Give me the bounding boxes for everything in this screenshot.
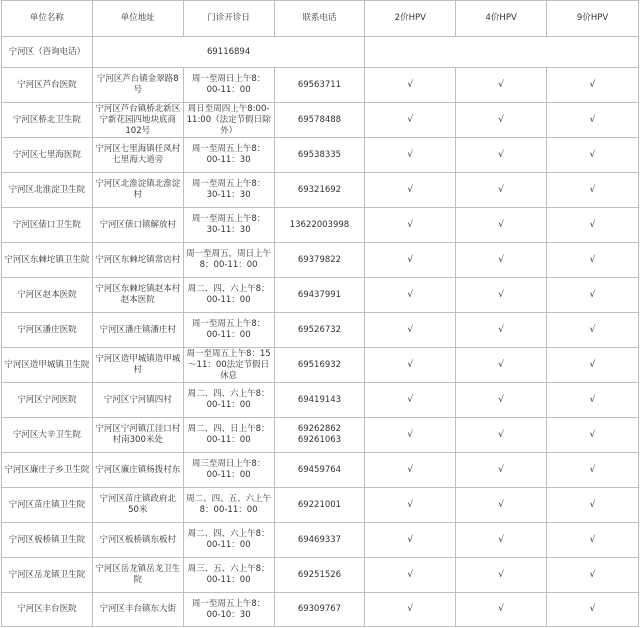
- clinic-name: 宁河区潘庄医院: [2, 313, 93, 348]
- clinic-phone: 69321692: [274, 173, 365, 208]
- clinic-hours: 周一至周日上午8：00-11：00: [183, 68, 274, 103]
- clinic-hours: 周一至周五，周日上午8：00-11：00: [183, 243, 274, 278]
- clinic-phone: 69469337: [274, 523, 365, 558]
- table-row: [2, 453, 639, 488]
- hpv9-check: √: [547, 593, 639, 627]
- clinic-address: 宁河区东棘坨镇常店村: [92, 243, 183, 278]
- clinic-address: 宁河区宁河镇四村: [92, 383, 183, 418]
- hpv4-check: √: [456, 208, 547, 243]
- hpv4-check: √: [456, 418, 547, 453]
- clinic-name: 宁河区板桥镇卫生院: [2, 523, 93, 558]
- hpv9-check: √: [547, 313, 639, 348]
- hpv2-check: √: [365, 68, 456, 103]
- clinic-phone: 69262862 69261063: [274, 418, 365, 453]
- clinic-address: 宁河区岳龙镇岳龙卫生院: [92, 558, 183, 593]
- table-row: [2, 243, 639, 278]
- clinic-phone: 69309767: [274, 593, 365, 627]
- clinic-hours: 周二、四、六上午8：00-11：00: [183, 278, 274, 313]
- clinic-phone: 69578488: [274, 103, 365, 138]
- hpv4-check: √: [456, 348, 547, 383]
- hpv4-check: √: [456, 453, 547, 488]
- clinic-hours: 周日至周四上午8:00-11:00（法定节假日除外）: [183, 103, 274, 138]
- hpv2-check: √: [365, 208, 456, 243]
- hpv4-check: √: [456, 243, 547, 278]
- hpv9-check: √: [547, 488, 639, 523]
- hpv4-check: √: [456, 558, 547, 593]
- hpv9-check: √: [547, 453, 639, 488]
- table-row: [2, 208, 639, 243]
- hpv4-check: √: [456, 313, 547, 348]
- clinic-name: 宁河区赵本医院: [2, 278, 93, 313]
- table-row: [2, 138, 639, 173]
- clinic-phone: 69459764: [274, 453, 365, 488]
- table-row: [2, 558, 639, 593]
- hpv2-check: √: [365, 488, 456, 523]
- hpv2-check: √: [365, 138, 456, 173]
- clinic-hours: 周一至周五上午8：30-11：30: [183, 173, 274, 208]
- hpv4-check: √: [456, 278, 547, 313]
- table-row: [2, 173, 639, 208]
- table-row: [2, 348, 639, 383]
- clinic-phone: 69526732: [274, 313, 365, 348]
- clinic-phone: 69437991: [274, 278, 365, 313]
- hpv2-check: √: [365, 103, 456, 138]
- hpv4-check: √: [456, 523, 547, 558]
- hpv-clinic-table: [1, 0, 639, 627]
- hpv4-check: √: [456, 593, 547, 627]
- clinic-address: 宁河区东棘坨镇赵本村赵本医院: [92, 278, 183, 313]
- hpv4-check: √: [456, 173, 547, 208]
- hpv4-check: √: [456, 488, 547, 523]
- hpv2-check: √: [365, 278, 456, 313]
- hpv2-check: √: [365, 348, 456, 383]
- hpv2-check: √: [365, 243, 456, 278]
- clinic-address: 宁河区造甲城镇造甲城村: [92, 348, 183, 383]
- hpv2-check: √: [365, 418, 456, 453]
- clinic-hours: 周一至周五上午8：30-11：30: [183, 208, 274, 243]
- hpv2-check: √: [365, 383, 456, 418]
- clinic-name: 宁河区俵口卫生院: [2, 208, 93, 243]
- clinic-hours: 周一至周五上午8：15～11：00法定节假日休息: [183, 348, 274, 383]
- hpv9-check: √: [547, 523, 639, 558]
- clinic-phone: 13622003998: [274, 208, 365, 243]
- hpv9-check: √: [547, 173, 639, 208]
- table-row: [2, 523, 639, 558]
- clinic-address: 宁河区丰台镇东大街: [92, 593, 183, 627]
- table-row: [2, 488, 639, 523]
- clinic-name: 宁河区北淮淀卫生院: [2, 173, 93, 208]
- clinic-address: 宁河区廉庄镇杨拨村东: [92, 453, 183, 488]
- clinic-hours: 周一至周五上午8：00-11：30: [183, 138, 274, 173]
- clinic-name: 宁河区宁河医院: [2, 383, 93, 418]
- hpv9-check: √: [547, 243, 639, 278]
- clinic-hours: 周一至周五上午8：00-10：30: [183, 593, 274, 627]
- clinic-hours: 周一至周五上午8：00-11：00: [183, 313, 274, 348]
- clinic-phone: 69379822: [274, 243, 365, 278]
- district-group-row: [2, 37, 639, 68]
- hpv9-check: √: [547, 383, 639, 418]
- header-address: 单位地址: [92, 1, 183, 37]
- hpv9-check: √: [547, 103, 639, 138]
- hpv2-check: √: [365, 523, 456, 558]
- clinic-name: 宁河区造甲城镇卫生院: [2, 348, 93, 383]
- clinic-phone: 69563711: [274, 68, 365, 103]
- clinic-address: 宁河区北淮淀镇北淮淀村: [92, 173, 183, 208]
- clinic-name: 宁河区丰台医院: [2, 593, 93, 627]
- header-phone: 联系电话: [274, 1, 365, 37]
- table-row: [2, 418, 639, 453]
- hpv9-check: √: [547, 68, 639, 103]
- clinic-address: 宁河区苗庄镇政府北50米: [92, 488, 183, 523]
- hpv9-check: √: [547, 558, 639, 593]
- clinic-phone: 69251526: [274, 558, 365, 593]
- clinic-address: 宁河区宁河镇江洼口村村南300米处: [92, 418, 183, 453]
- district-empty-cell: [365, 37, 639, 68]
- clinic-name: 宁河区岳龙镇卫生院: [2, 558, 93, 593]
- hpv2-check: √: [365, 453, 456, 488]
- table-row: [2, 593, 639, 627]
- hpv9-check: √: [547, 278, 639, 313]
- district-consult-phone: 69116894: [92, 37, 365, 68]
- hpv4-check: √: [456, 68, 547, 103]
- clinic-name: 宁河区廉庄子乡卫生院: [2, 453, 93, 488]
- hpv2-check: √: [365, 558, 456, 593]
- hpv2-check: √: [365, 593, 456, 627]
- header-hpv4: 4价HPV: [456, 1, 547, 37]
- clinic-phone: 69516932: [274, 348, 365, 383]
- clinic-phone: 69538335: [274, 138, 365, 173]
- clinic-name: 宁河区东棘坨镇卫生院: [2, 243, 93, 278]
- clinic-address: 宁河区俵口镇解放村: [92, 208, 183, 243]
- table-row: [2, 68, 639, 103]
- clinic-name: 宁河区苗庄镇卫生院: [2, 488, 93, 523]
- hpv9-check: √: [547, 208, 639, 243]
- table-row: [2, 278, 639, 313]
- clinic-address: 宁河区潘庄镇潘庄村: [92, 313, 183, 348]
- clinic-hours: 周三至周日上午8：00-11：00: [183, 453, 274, 488]
- hpv9-check: √: [547, 418, 639, 453]
- clinic-hours: 周二、四、日上午8：00-11：00: [183, 418, 274, 453]
- header-hpv9: 9价HPV: [547, 1, 639, 37]
- header-row: [2, 1, 639, 37]
- header-name: 单位名称: [2, 1, 93, 37]
- clinic-name: 宁河区大辛卫生院: [2, 418, 93, 453]
- table-row: [2, 103, 639, 138]
- hpv9-check: √: [547, 138, 639, 173]
- clinic-address: 宁河区七里海镇任凤村七里海大道旁: [92, 138, 183, 173]
- hpv4-check: √: [456, 138, 547, 173]
- clinic-phone: 69419143: [274, 383, 365, 418]
- header-hpv2: 2价HPV: [365, 1, 456, 37]
- clinic-hours: 周二、四、六上午8：00-11：00: [183, 523, 274, 558]
- clinic-phone: 69221001: [274, 488, 365, 523]
- hpv9-check: √: [547, 348, 639, 383]
- clinic-hours: 周二、四、五、六上午8：00-11：00: [183, 488, 274, 523]
- header-hours: 门诊开诊日: [183, 1, 274, 37]
- clinic-address: 宁河区芦台镇桥北新区宁新花园四地块底商102号: [92, 103, 183, 138]
- hpv2-check: √: [365, 173, 456, 208]
- hpv4-check: √: [456, 383, 547, 418]
- clinic-address: 宁河区板桥镇东板村: [92, 523, 183, 558]
- clinic-address: 宁河区芦台镇金翠路8号: [92, 68, 183, 103]
- district-label: 宁河区（咨询电话）: [2, 37, 93, 68]
- table-row: [2, 313, 639, 348]
- clinic-name: 宁河区桥北卫生院: [2, 103, 93, 138]
- hpv2-check: √: [365, 313, 456, 348]
- clinic-hours: 周三、五、六上午8：00-11：00: [183, 558, 274, 593]
- hpv4-check: √: [456, 103, 547, 138]
- clinic-name: 宁河区芦台医院: [2, 68, 93, 103]
- clinic-name: 宁河区七里海医院: [2, 138, 93, 173]
- clinic-hours: 周二、四、六上午8：00-11：00: [183, 383, 274, 418]
- table-row: [2, 383, 639, 418]
